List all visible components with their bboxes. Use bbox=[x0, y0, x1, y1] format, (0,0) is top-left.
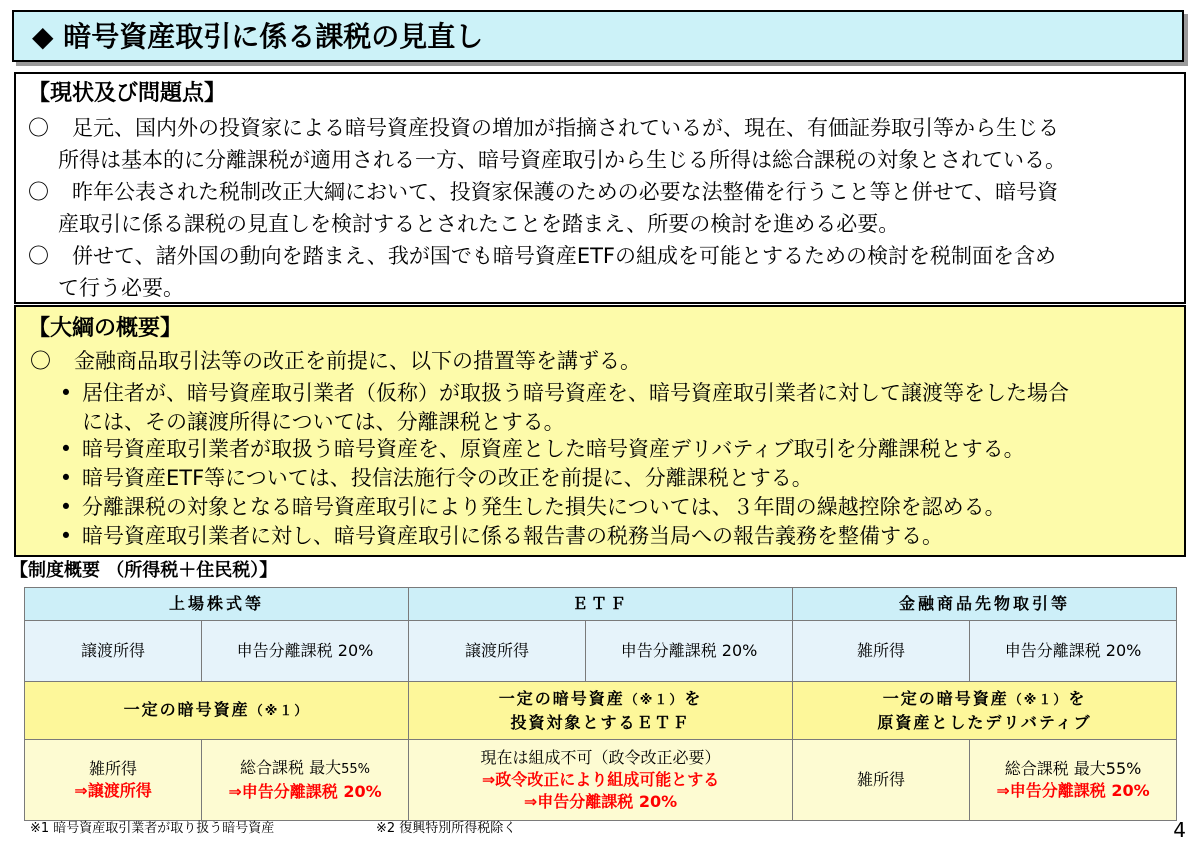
table-cell: 申告分離課税 20% bbox=[202, 621, 409, 682]
column-header: ＥＴＦ bbox=[409, 588, 793, 621]
table-cell bbox=[25, 740, 202, 821]
outline-section bbox=[14, 305, 1186, 557]
table-cell bbox=[970, 740, 1177, 821]
table-cell: 譲渡所得 bbox=[25, 621, 202, 682]
status-item-line: 併せて、諸外国の動向を踏まえ、我が国でも暗号資産ETFの組成を可能とするための検討を税制面を含め bbox=[72, 244, 1057, 268]
outline-bullet-text: 暗号資産ETF等については、投信法施行令の改正を前提に、分離課税とする。 bbox=[82, 466, 813, 490]
table-row bbox=[25, 740, 1177, 821]
outline-bullet-text: には、その譲渡所得については、分離課税とする。 bbox=[82, 410, 565, 434]
table-cell: 申告分離課税 20% bbox=[970, 621, 1177, 682]
cell-emphasis-text: ⇒申告分離課税 20% bbox=[228, 782, 382, 801]
cell-emphasis-text: ⇒譲渡所得 bbox=[74, 781, 152, 800]
table-cell bbox=[202, 740, 409, 821]
circle-marker: 〇 bbox=[30, 349, 51, 373]
table-header-row bbox=[25, 588, 1177, 621]
status-item-line: 昨年公表された税制改正大綱において、投資家保護のための必要な法整備を行うこと等と併せて、暗号資 bbox=[72, 180, 1059, 204]
status-section bbox=[14, 72, 1186, 304]
column-header: 上場株式等 bbox=[25, 588, 409, 621]
outline-bullet bbox=[50, 379, 1170, 437]
table-cell bbox=[409, 740, 793, 821]
table-cell: 申告分離課税 20% bbox=[586, 621, 793, 682]
system-overview-label: 【制度概要 （所得税＋住民税）】 bbox=[10, 560, 278, 581]
circle-marker: 〇 bbox=[28, 244, 49, 268]
outline-bullet bbox=[50, 493, 1170, 522]
outline-bullet-text: 暗号資産取引業者が取扱う暗号資産を、原資産とした暗号資産デリバティブ取引を分離課税とする。 bbox=[82, 437, 1025, 461]
outline-bullet bbox=[50, 522, 1170, 551]
status-item-line: て行う必要。 bbox=[58, 276, 184, 300]
status-heading: 【現状及び問題点】 bbox=[28, 81, 227, 106]
bullet-dot-icon: • bbox=[59, 495, 73, 519]
outline-bullet-text: 分離課税の対象となる暗号資産取引により発生した損失については、３年間の繰越控除を認める。 bbox=[82, 495, 1006, 519]
page-number: 4 bbox=[1173, 818, 1186, 842]
footnote-ref: （※１） bbox=[1008, 692, 1069, 708]
subheader-text: を bbox=[1068, 688, 1087, 708]
status-item-line: 産取引に係る課税の見直しを検討するとされたことを踏まえ、所要の検討を進める必要。 bbox=[58, 212, 900, 236]
status-item-line: 所得は基本的に分離課税が適用される一方、暗号資産取引から生じる所得は総合課税の対象とされている。 bbox=[58, 148, 1066, 172]
table-cell: 雑所得 bbox=[793, 621, 970, 682]
subheader-text: 原資産としたデリバティブ bbox=[877, 712, 1092, 732]
footnote: ※2 復興特別所得税除く bbox=[376, 821, 517, 836]
status-item bbox=[28, 176, 1170, 240]
status-item bbox=[28, 112, 1170, 176]
circle-marker: 〇 bbox=[28, 116, 49, 140]
bullet-dot-icon: • bbox=[59, 524, 73, 548]
bullet-dot-icon: • bbox=[59, 437, 73, 461]
footnote-ref: （※１） bbox=[249, 703, 310, 719]
subheader-cell bbox=[409, 682, 793, 740]
table-subheader-row bbox=[25, 682, 1177, 740]
cell-text: 現在は組成不可（政令改正必要） bbox=[480, 748, 721, 767]
table-row bbox=[25, 621, 1177, 682]
column-header: 金融商品先物取引等 bbox=[793, 588, 1177, 621]
outline-heading: 【大綱の概要】 bbox=[28, 316, 183, 341]
footnote-ref: （※１） bbox=[624, 692, 685, 708]
cell-emphasis-text: ⇒申告分離課税 20% bbox=[523, 792, 678, 811]
outline-bullet-text: 暗号資産取引業者に対し、暗号資産取引に係る報告書の税務当局への報告義務を整備する。 bbox=[82, 524, 943, 548]
circle-marker: 〇 bbox=[28, 180, 49, 204]
subheader-text: 一定の暗号資産 bbox=[123, 699, 250, 719]
cell-text: 55% bbox=[341, 762, 370, 777]
subheader-text: 一定の暗号資産 bbox=[498, 688, 625, 708]
system-overview-table bbox=[24, 587, 1177, 821]
footnote: ※1 暗号資産取引業者が取り扱う暗号資産 bbox=[30, 821, 275, 836]
page-title: ◆ 暗号資産取引に係る課税の見直し bbox=[32, 20, 484, 53]
outline-bullet bbox=[50, 464, 1170, 493]
cell-emphasis-text: ⇒申告分離課税 20% bbox=[996, 781, 1150, 800]
cell-emphasis-text: ⇒政令改正により組成可能とする bbox=[481, 770, 720, 789]
table-cell bbox=[793, 740, 970, 821]
subheader-text: 投資対象とするＥＴＦ bbox=[510, 712, 691, 732]
status-item bbox=[28, 240, 1170, 304]
outline-intro bbox=[30, 345, 1170, 377]
title-banner bbox=[12, 10, 1184, 62]
cell-text: 総合課税 最大55% bbox=[1004, 759, 1142, 778]
cell-text: 総合課税 最大 bbox=[240, 758, 342, 777]
outline-bullet-text: 居住者が、暗号資産取引業者（仮称）が取扱う暗号資産を、暗号資産取引業者に対して譲渡等をした場合 bbox=[82, 381, 1069, 405]
subheader-cell bbox=[25, 682, 409, 740]
cell-text: 雑所得 bbox=[857, 770, 906, 789]
bullet-dot-icon: • bbox=[59, 381, 73, 405]
outline-bullet bbox=[50, 435, 1170, 464]
subheader-text: 一定の暗号資産 bbox=[882, 688, 1009, 708]
table-cell: 譲渡所得 bbox=[409, 621, 586, 682]
subheader-text: を bbox=[684, 688, 703, 708]
outline-intro-text: 金融商品取引法等の改正を前提に、以下の措置等を講ずる。 bbox=[74, 349, 641, 373]
status-item-line: 足元、国内外の投資家による暗号資産投資の増加が指摘されているが、現在、有価証券取引等から生じる bbox=[72, 116, 1059, 140]
cell-text: 雑所得 bbox=[88, 759, 137, 778]
subheader-cell bbox=[793, 682, 1177, 740]
bullet-dot-icon: • bbox=[59, 466, 73, 490]
